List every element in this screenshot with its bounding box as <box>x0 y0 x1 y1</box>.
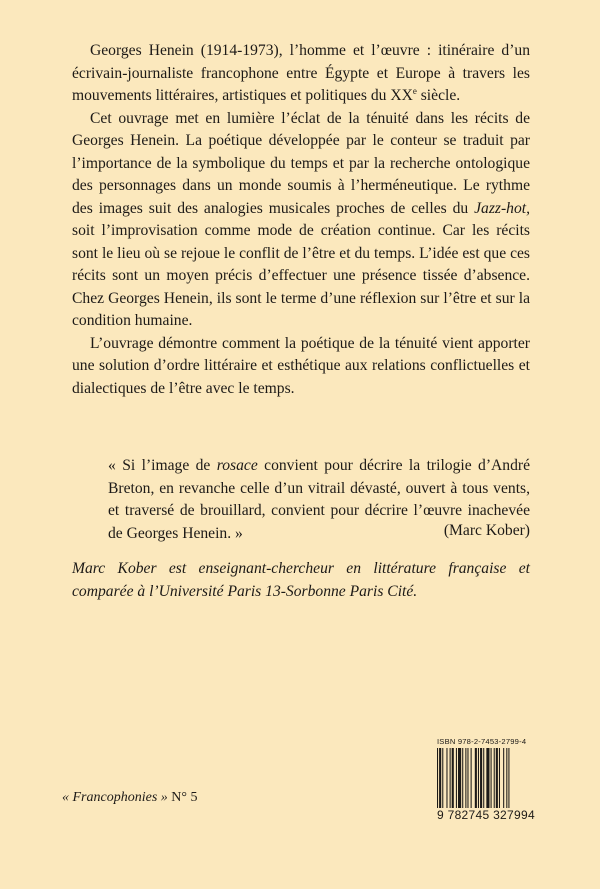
barcode-bar <box>494 748 495 808</box>
barcode-bar <box>499 748 500 808</box>
collection-name: « Francophonies » <box>62 790 168 805</box>
barcode-bar <box>452 748 454 808</box>
barcode-bar <box>508 748 509 808</box>
paragraph-body <box>72 108 530 333</box>
barcode-bars <box>437 748 537 808</box>
isbn-label: ISBN 978-2-7453-2799-4 <box>437 737 527 746</box>
rosace-italic: rosace <box>216 457 258 474</box>
century-text: XX <box>390 87 413 104</box>
collection-number: N° 5 <box>167 790 198 805</box>
intro-end: siècle. <box>416 87 461 104</box>
barcode-bar <box>465 748 466 808</box>
barcode-bar <box>480 748 482 808</box>
barcode-bar <box>439 748 441 808</box>
body-text: Cet ouvrage met en lumière l’éclat de la ténuité dans les récits de Georges Henein. La poétique développée par le conteur se traduit par l’importance de la symbolique du temps et par la recherche ontologique des personnages dans un monde soumis à l’herméneutique. Le rythme des images suit des analogies musicales proches de celles du <box>72 109 530 217</box>
barcode-bar <box>442 748 443 808</box>
barcode-bar <box>450 748 451 808</box>
collection-label <box>62 790 197 806</box>
barcode-bar <box>491 748 492 808</box>
description <box>72 40 530 400</box>
quote-end: convient pour décrire la trilogie d’André Breton, en revanche celle d’un vitrail dévasté, ouvert à tous vents, et traversé de brouillard, convient pour décrire l’œuvre inachevée de Georges Henein. » <box>108 457 530 542</box>
paragraph-intro <box>72 40 530 108</box>
century-sup: e <box>412 85 417 96</box>
barcode-bar <box>503 748 504 808</box>
paragraph-conclusion: L’ouvrage démontre comment la poétique de la ténuité vient apporter une solution d’ordre littéraire et esthétique aux relations conflictuelles et dialectiques de l’être avec le temps. <box>72 334 530 397</box>
jazz-hot-italic: Jazz-hot, <box>474 199 530 217</box>
barcode-bar <box>437 748 438 808</box>
barcode-bar <box>486 748 489 808</box>
barcode-bar <box>446 748 447 808</box>
barcode-bar <box>483 748 484 808</box>
barcode-bar <box>462 748 463 808</box>
barcode-bar <box>496 748 498 808</box>
body-end: soit l’improvisation comme mode de création continue. Car les récits sont le lieu où se rejoue le conflit de l’être et du temps. L’idée est que ces récits sont un moyen précis d’effectuer une présence tissée d’absence. Chez Georges Henein, ils sont le terme d’une réflexion sur l’être et sur la condition humaine. <box>72 222 530 329</box>
barcode-bar <box>458 748 461 808</box>
barcode-bar <box>506 748 507 808</box>
barcode-digits: 9 782745 327994 <box>437 808 535 822</box>
quote-start: « Si l’image de <box>108 457 217 474</box>
quote-attribution: (Marc Kober) <box>443 522 530 539</box>
intro-text: Georges Henein (1914-1973), l’homme et l’œuvre : itinéraire d’un écrivain-journaliste francophone entre Égypte et Europe à travers les mouvements littéraires, artistiques et politiques du <box>72 42 530 104</box>
barcode-bar <box>467 748 468 808</box>
barcode-bar <box>475 748 477 808</box>
barcode-bar <box>456 748 457 808</box>
barcode-bar <box>471 748 472 808</box>
barcode-bar <box>478 748 479 808</box>
barcode <box>437 737 537 822</box>
author-bio: Marc Kober est enseignant-chercheur en littérature française et comparée à l’Université Paris 13-Sorbonne Paris Cité. <box>72 560 530 600</box>
